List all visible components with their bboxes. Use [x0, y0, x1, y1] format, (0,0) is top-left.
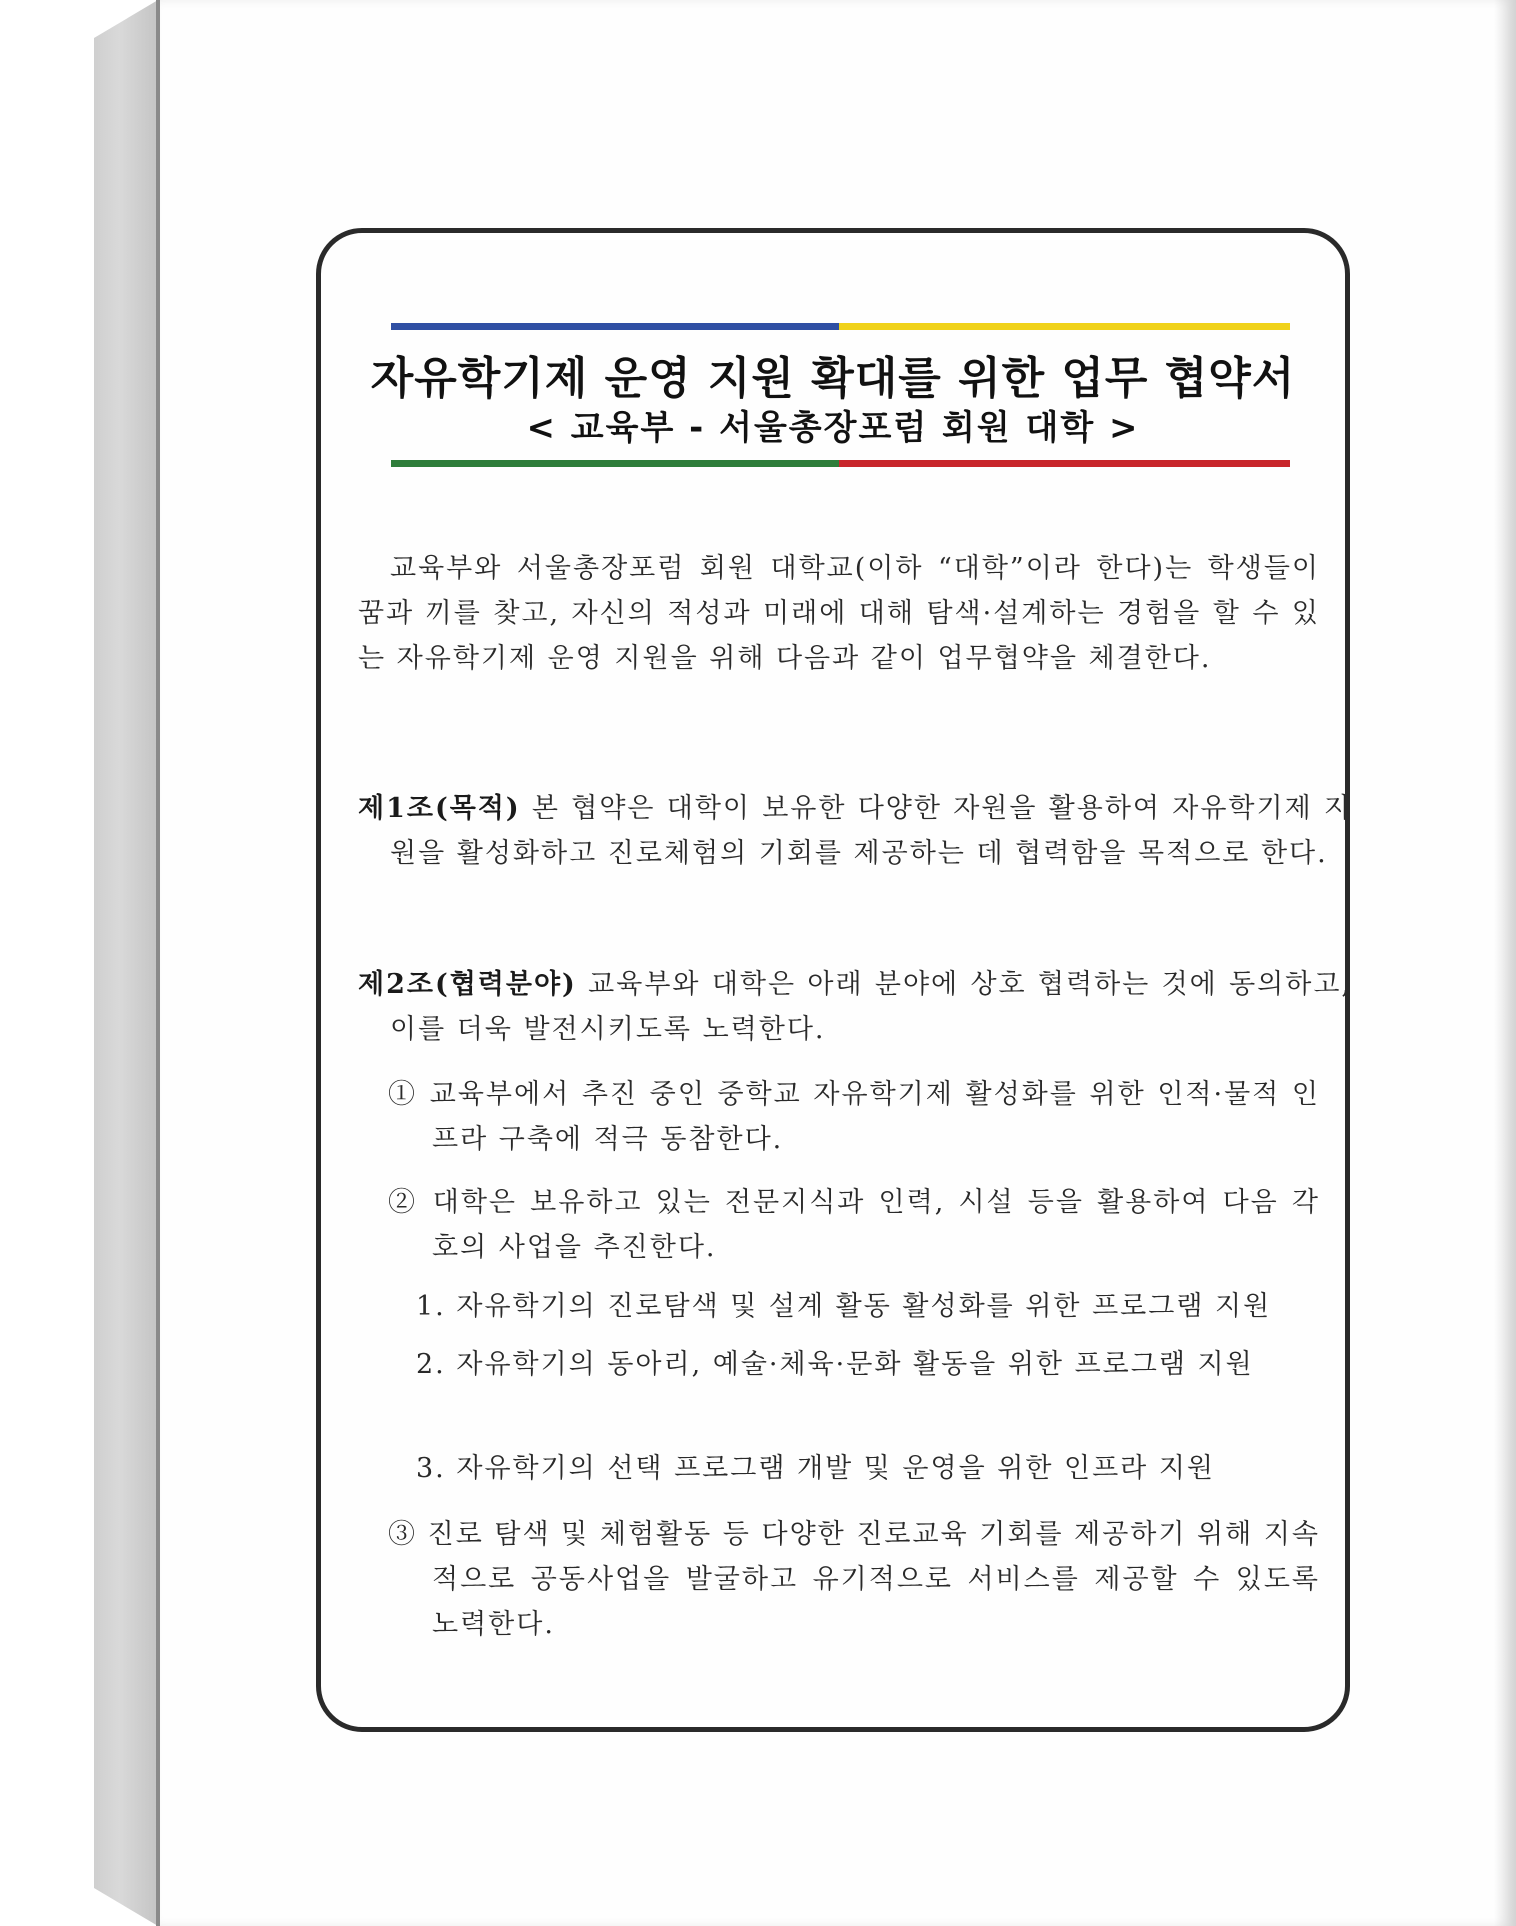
list-item [416, 1446, 1320, 1491]
clause-text: 교육부에서 추진 중인 중학교 자유학기제 활성화를 위한 인적·물적 인프라 구축에 적극 동참한다. [429, 1079, 1320, 1155]
page-shadow [1494, 0, 1516, 1926]
article-2-body: 교육부와 대학은 아래 분야에 상호 협력하는 것에 동의하고, 이를 더욱 발전시키도록 노력한다. [390, 969, 1352, 1045]
decorative-bar-yellow [839, 323, 1290, 330]
clause-marker: ③ [388, 1519, 418, 1550]
item-text: 자유학기의 동아리, 예술·체육·문화 활동을 위한 프로그램 지원 [456, 1349, 1254, 1380]
list-item [416, 1342, 1320, 1387]
clause-text: 대학은 보유하고 있는 전문지식과 인력, 시설 등을 활용하여 다음 각 호의 사업을 추진한다. [432, 1187, 1320, 1263]
page-subtitle: < 교육부 - 서울총장포럼 회원 대학 > [526, 408, 1140, 448]
article-2 [358, 962, 1352, 1052]
book-spine [94, 0, 158, 1926]
article-1-body: 본 협약은 대학이 보유한 다양한 자원을 활용하여 자유학기제 지원을 활성화하고 진로체험의 기회를 제공하는 데 협력함을 목적으로 한다. [390, 793, 1352, 869]
intro-paragraph: 교육부와 서울총장포럼 회원 대학교(이하 “대학”이라 한다)는 학생들이 꿈과 끼를 찾고, 자신의 적성과 미래에 대해 탐색·설계하는 경험을 할 수 있는 자유학기제 운영 지원을 위해 다음과 같이 업무협약을 체결한다. [358, 553, 1320, 674]
item-marker: 2. [416, 1349, 446, 1380]
item-text: 자유학기의 진로탐색 및 설계 활동 활성화를 위한 프로그램 지원 [456, 1291, 1272, 1322]
item-text: 자유학기의 선택 프로그램 개발 및 운영을 위한 인프라 지원 [456, 1453, 1215, 1484]
clause-3 [388, 1512, 1320, 1647]
item-marker: 1. [416, 1291, 446, 1322]
clause-marker: ① [388, 1079, 419, 1110]
article-2-heading: 제2조(협력분야) [358, 969, 577, 1000]
page-title: 자유학기제 운영 지원 확대를 위한 업무 협약서 [370, 353, 1296, 404]
article-1-heading: 제1조(목적) [358, 793, 521, 824]
decorative-bar-green [391, 460, 839, 467]
decorative-bar-red [839, 460, 1290, 467]
article-1 [358, 786, 1352, 876]
clause-1 [388, 1072, 1320, 1162]
clause-text: 진로 탐색 및 체험활동 등 다양한 진로교육 기회를 제공하기 위해 지속적으로 공동사업을 발굴하고 유기적으로 서비스를 제공할 수 있도록 노력한다. [427, 1519, 1320, 1640]
clause-2 [388, 1180, 1320, 1270]
decorative-bar-blue [391, 323, 839, 330]
clause-marker: ② [388, 1187, 420, 1218]
list-item [416, 1284, 1320, 1329]
item-marker: 3. [416, 1453, 446, 1484]
